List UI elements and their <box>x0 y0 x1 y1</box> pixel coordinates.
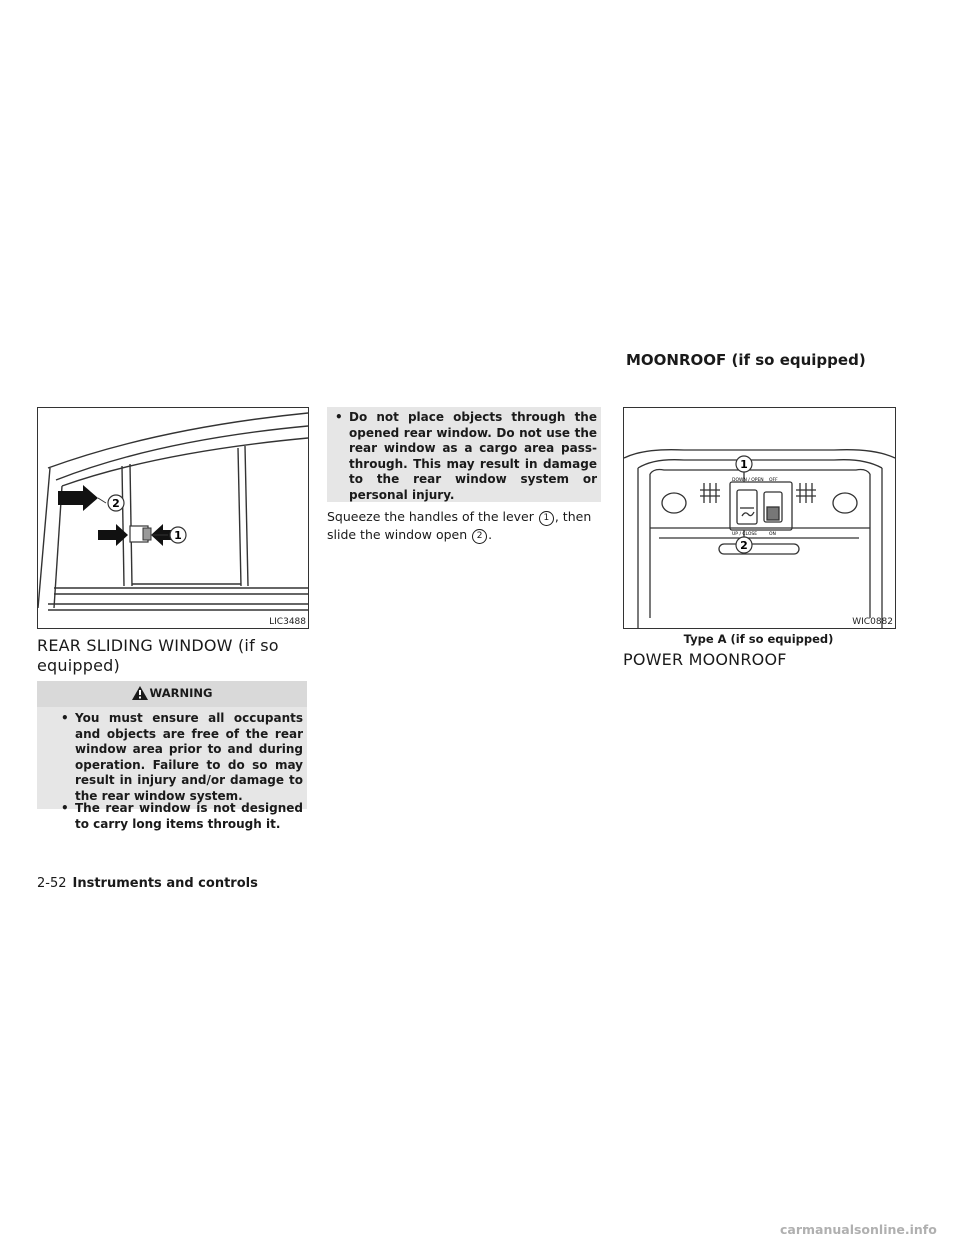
page-footer <box>37 876 258 891</box>
warning-body <box>37 707 307 831</box>
arrow-2-icon <box>58 485 98 511</box>
moonroof-switch-figure <box>623 407 896 629</box>
warning-header <box>37 681 307 705</box>
switch-label-off: OFF <box>769 478 778 483</box>
watermark-text: carmanualsonline.info <box>780 1222 937 1237</box>
switch-label-down-open: DOWN / OPEN <box>732 478 764 483</box>
callout-2-label: 2 <box>112 497 120 510</box>
warning-triangle-icon <box>132 684 148 708</box>
callout-1-label: 1 <box>740 458 748 471</box>
figure-code: LIC3488 <box>269 617 306 627</box>
heading-line-1: REAR SLIDING WINDOW (if so <box>37 636 279 655</box>
callout-2-ref: 2 <box>472 529 487 544</box>
warning-label: WARNING <box>149 686 213 700</box>
moonroof-section-title: MOONROOF (if so equipped) <box>626 351 866 369</box>
heading-line-2: equipped) <box>37 656 120 675</box>
callout-2-label: 2 <box>740 539 748 552</box>
figure-code: WIC0882 <box>852 617 893 627</box>
switch-label-on: ON <box>769 532 776 537</box>
rear-sliding-window-heading <box>37 636 307 676</box>
callout-1-label: 1 <box>174 529 182 542</box>
rear-sliding-window-figure <box>37 407 309 629</box>
warning-bullet-1: • You must ensure all occupants and objects are free of the rear window area prior to and during operation. Failure to do so may result in injury and/or damage to the rear window system. <box>61 711 303 803</box>
power-moonroof-heading: POWER MOONROOF <box>623 650 787 669</box>
warning-bullet-2: • The rear window is not designed to carry long items through it. <box>61 801 303 831</box>
switch-label-up-close: UP / CLOSE <box>732 532 758 537</box>
footer-section: Instruments and controls <box>72 876 258 891</box>
page-number: 2-52 <box>37 876 67 891</box>
overhead-console-illustration <box>624 408 895 628</box>
rear-window-illustration <box>38 408 308 628</box>
warning-continuation-box <box>327 407 601 502</box>
instruction-paragraph: Squeeze the handles of the lever 1 , then slide the window open 2 . <box>327 509 592 542</box>
figure-caption: Type A (if so equipped) <box>683 632 834 646</box>
warning-box <box>37 681 307 831</box>
callout-1-ref: 1 <box>539 511 554 526</box>
warning-bullet-3: • Do not place objects through the opened rear window. Do not use the rear window as a cargo area pass-through. This may result in damage to the rear window system or personal injury. <box>335 410 597 502</box>
